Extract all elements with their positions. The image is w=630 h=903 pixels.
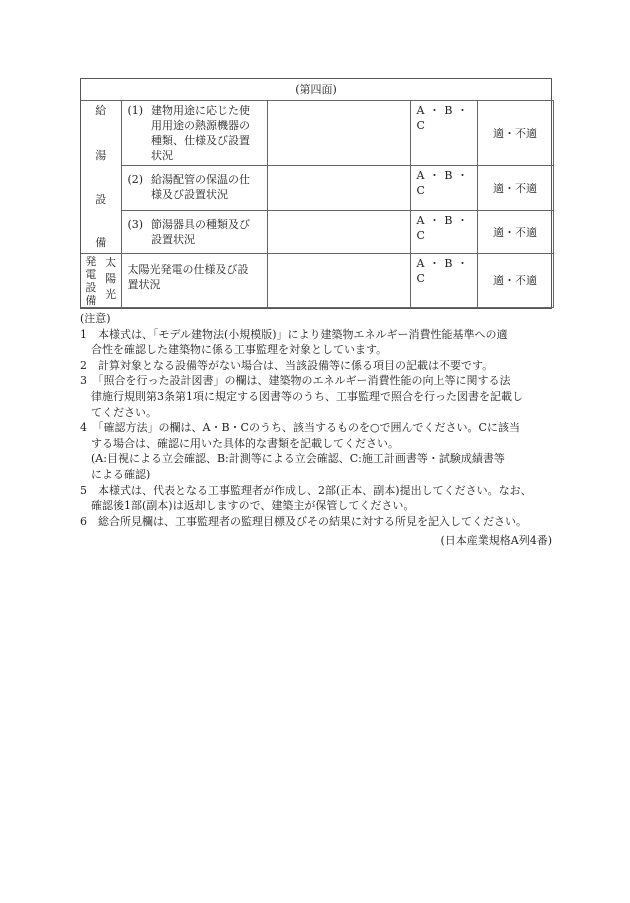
note-line: 律施行規則第3条第1項に規定する図書等のうち、工事監理で照合を行った図書を記載し	[80, 389, 523, 403]
note-line: 4 「確認方法」の欄は、A・B・Cのうち、該当するものを○で囲んでください。Cに該当	[80, 421, 520, 435]
row-number: (2)	[121, 166, 149, 211]
table-row	[81, 211, 553, 254]
confirmation-method[interactable]: A ・ B ・ C	[410, 211, 477, 254]
judgement[interactable]: 適・不適	[477, 254, 553, 308]
page-title: (第四面)	[295, 83, 337, 96]
note-item	[80, 514, 552, 530]
item-line: 節湯器具の種類及び	[151, 218, 250, 231]
category-char: 太	[105, 256, 117, 269]
item-line: 太陽光発電の仕様及び設	[127, 263, 249, 276]
category-solar	[81, 254, 121, 308]
category-char: 電	[85, 268, 97, 281]
note-item	[80, 483, 552, 514]
notes-heading: (注意)	[80, 312, 111, 325]
note-item	[80, 327, 552, 358]
category-char: 湯	[95, 149, 107, 162]
table-row	[81, 254, 553, 308]
item-line: 種類、仕様及び設置	[151, 134, 250, 147]
design-document-cell[interactable]	[267, 254, 410, 308]
note-line: 6 総合所見欄は、工事監理者の監理目標及びその結果に対する所見を記入してください。	[80, 514, 527, 528]
item-line: 置状況	[127, 278, 161, 291]
form-page	[80, 78, 552, 548]
confirmation-method[interactable]: A ・ B ・ C	[410, 101, 477, 166]
confirmation-method[interactable]: A ・ B ・ C	[410, 166, 477, 211]
item-description	[149, 166, 267, 211]
category-char: 給	[95, 104, 107, 117]
note-line: てください。	[80, 405, 157, 419]
inspection-table	[81, 100, 554, 308]
category-char: 発	[85, 255, 97, 268]
item-description	[149, 211, 267, 254]
note-line: 1 本様式は、「モデル建物法(小規模版)」により建築物エネルギー消費性能基準への適	[80, 327, 508, 341]
category-char: 光	[105, 288, 117, 301]
item-line: 用用途の熱源機器の	[151, 119, 250, 132]
category-char: 陽	[105, 272, 117, 285]
note-line: 2 計算対象となる設備等がない場合は、当該設備等に係る項目の記載は不要です。	[80, 358, 494, 372]
form-frame	[80, 78, 552, 309]
note-line: による確認)	[80, 467, 151, 481]
design-document-cell[interactable]	[267, 166, 410, 211]
item-description	[149, 101, 267, 166]
judgement[interactable]: 適・不適	[477, 166, 553, 211]
category-char: 設	[95, 193, 107, 206]
design-document-cell[interactable]	[267, 101, 410, 166]
item-line: 設置状況	[151, 233, 195, 246]
category-solar-left	[81, 255, 101, 307]
note-item	[80, 420, 552, 482]
category-char: 備	[95, 236, 107, 249]
category-char: 備	[85, 294, 97, 307]
design-document-cell[interactable]	[267, 211, 410, 254]
item-line: 建物用途に応じた使	[151, 104, 250, 117]
note-line: 確認後1部(副本)は返却しますので、建築主が保管してください。	[80, 499, 415, 513]
item-line: 様及び設置状況	[151, 188, 228, 201]
category-char: 設	[85, 281, 97, 294]
row-number: (1)	[121, 101, 149, 166]
note-line: 3 「照合を行った設計図書」の欄は、建築物のエネルギー消費性能の向上等に関する法	[80, 374, 511, 388]
note-item	[80, 358, 552, 374]
item-description	[121, 254, 267, 308]
judgement[interactable]: 適・不適	[477, 211, 553, 254]
note-line: する場合は、確認に用いた具体的な書類を記載してください。	[80, 436, 399, 450]
table-row	[81, 166, 553, 211]
notes-section	[80, 311, 552, 529]
row-number: (3)	[121, 211, 149, 254]
item-line: 状況	[151, 149, 173, 162]
note-line: 5 本様式は、代表となる工事監理者が作成し、2部(正本、副本)提出してください。なお、	[80, 483, 532, 497]
category-solar-right	[101, 255, 121, 307]
category-hot-water	[81, 101, 121, 254]
note-line: 合性を確認した建築物に係る工事監理を対象としています。	[80, 343, 388, 357]
note-item	[80, 373, 552, 420]
table-row	[81, 101, 553, 166]
note-line: (A:目視による立会確認、B:計測等による立会確認、C:施工計画書等・試験成績書等	[80, 452, 505, 466]
item-line: 給湯配管の保温の仕	[151, 173, 250, 186]
paper-size-footer: (日本産業規格A列4番)	[440, 534, 552, 548]
judgement[interactable]: 適・不適	[477, 101, 553, 166]
confirmation-method[interactable]: A ・ B ・ C	[410, 254, 477, 308]
